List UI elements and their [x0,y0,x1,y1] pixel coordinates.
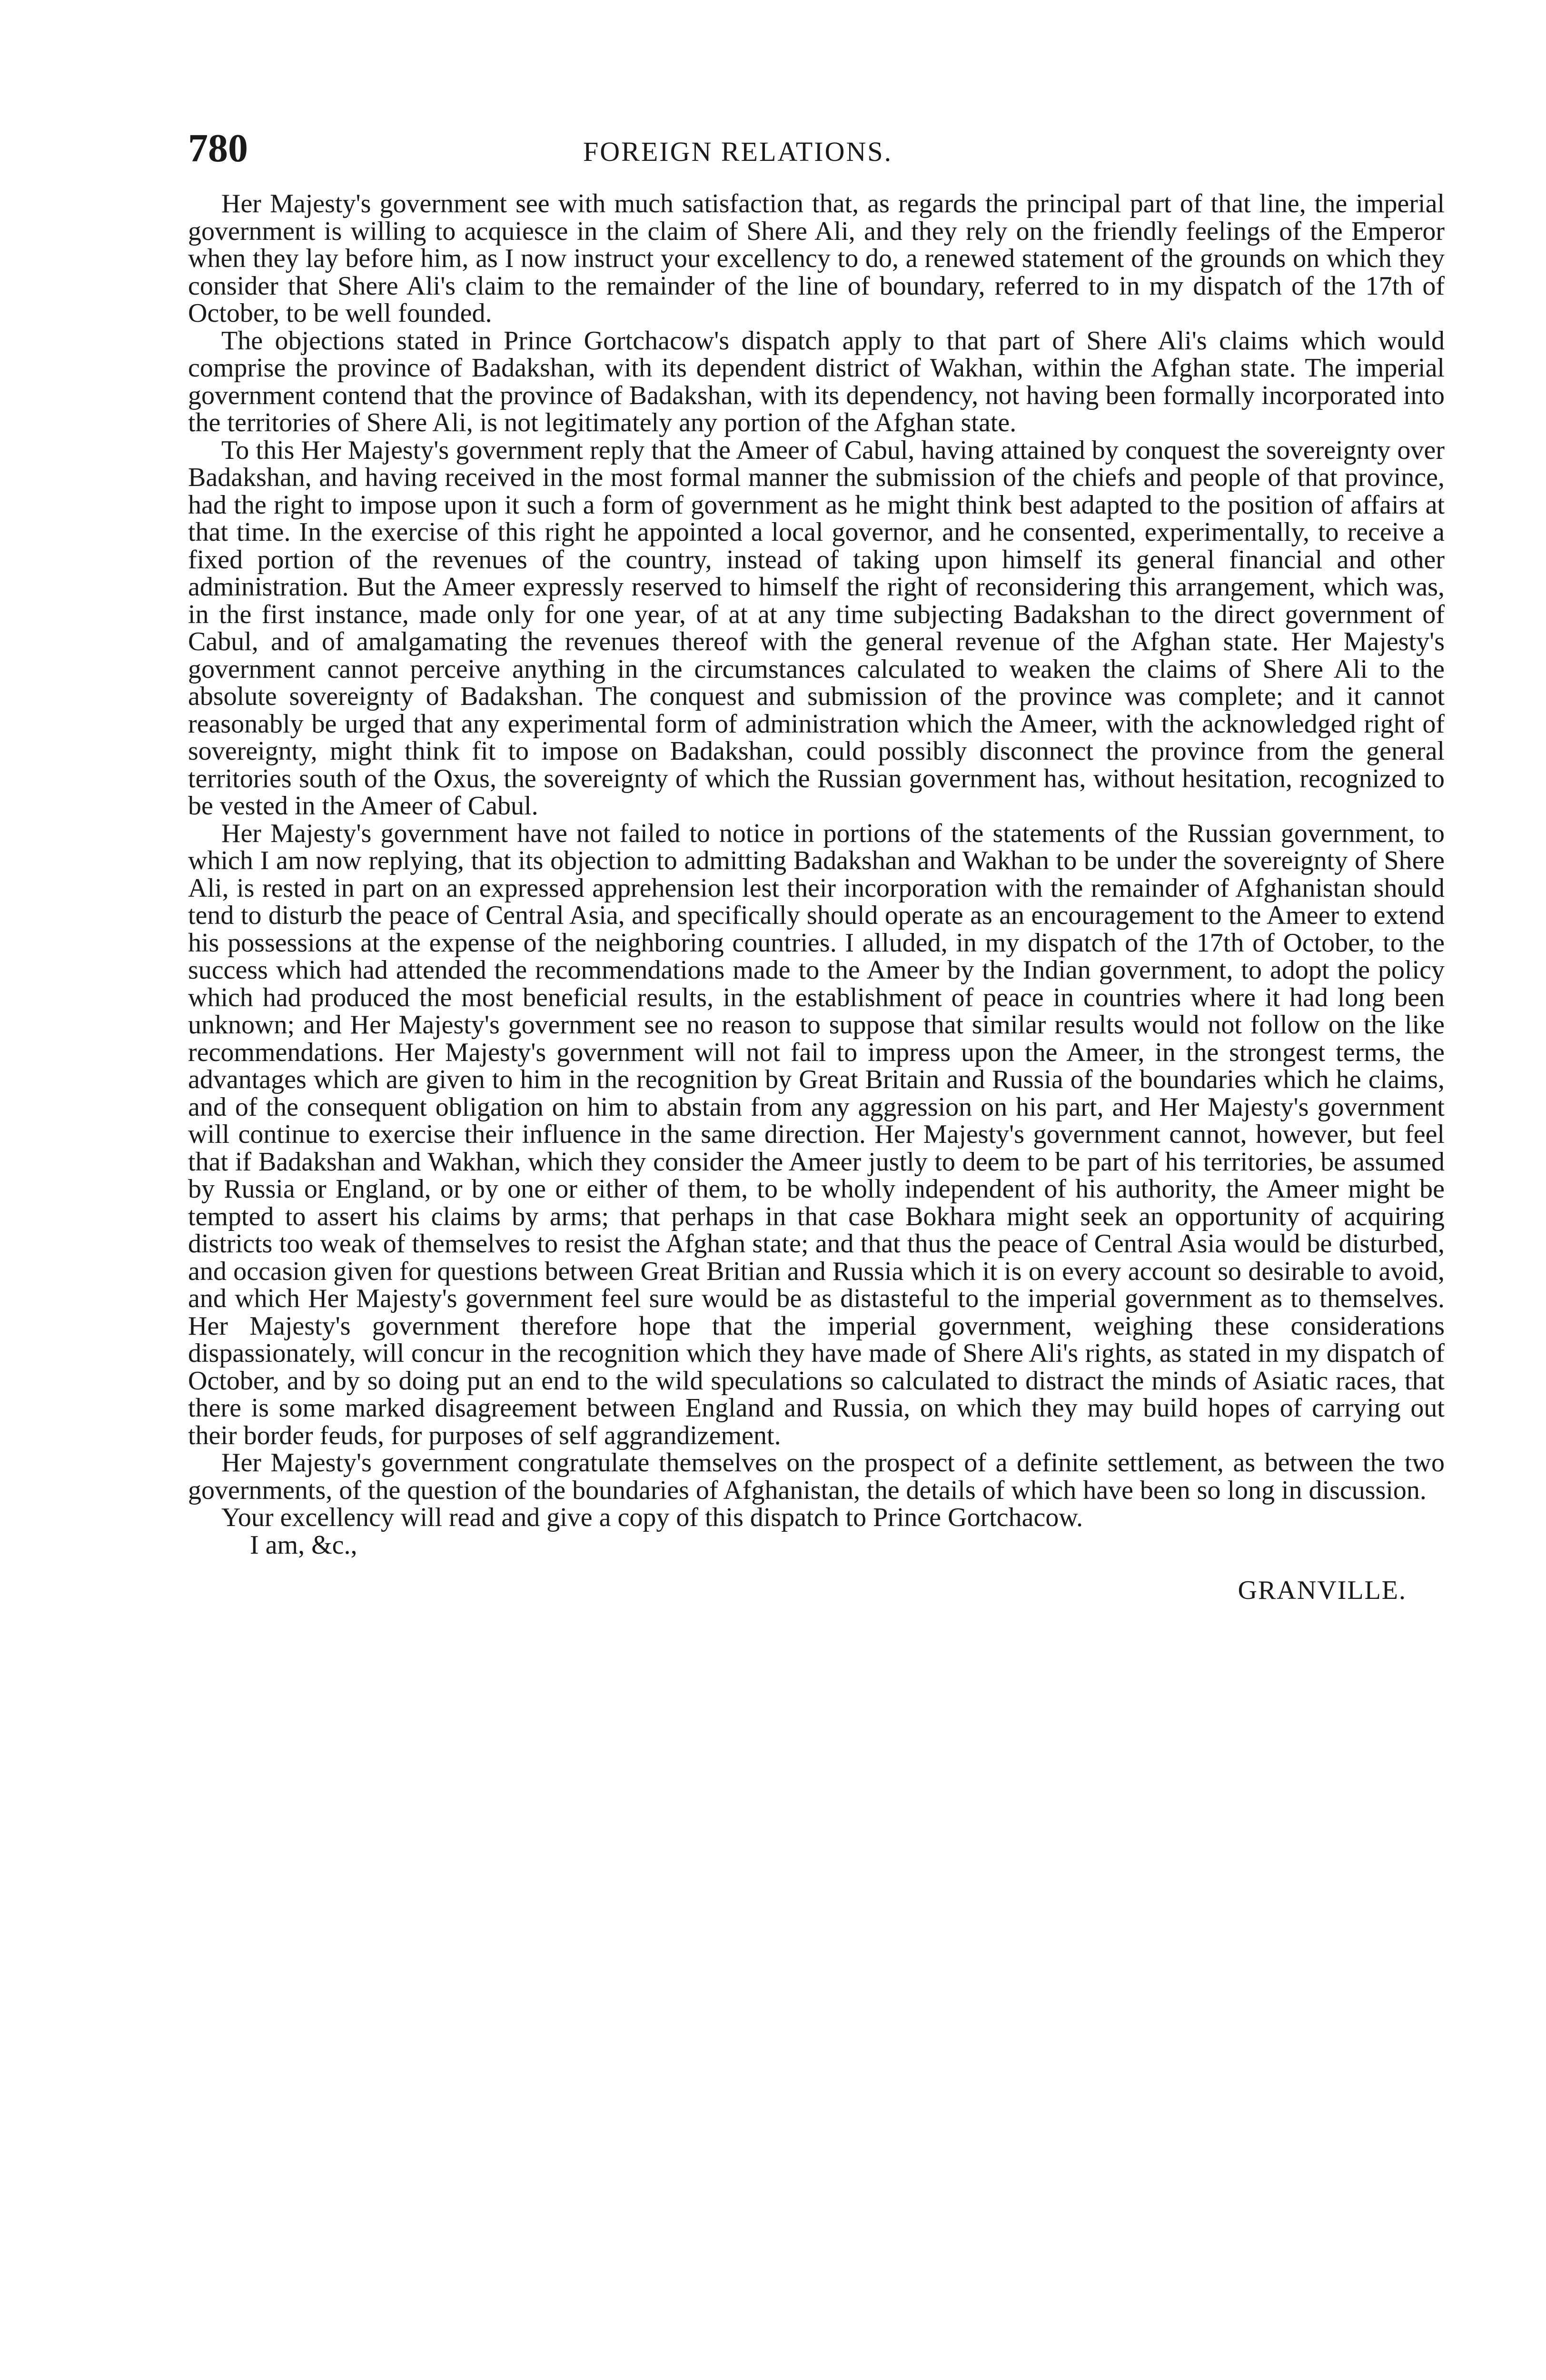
paragraph: To this Her Majesty's government reply that the Ameer of Cabul, having attained by conquest the sovereignty over Badakshan, and having received in the most formal manner the submission of the chiefs and people of that province, had the right to impose upon it such a form of government as he might think best adapted to the position of affairs at that time. In the exercise of this right he appointed a local governor, and he consented, experimentally, to receive a fixed portion of the revenues of the country, instead of taking upon himself its general financial and other administration. But the Ameer expressly reserved to himself the right of reconsidering this arrangement, which was, in the first instance, made only for one year, of at at any time subjecting Badakshan to the direct government of Cabul, and of amalgamating the revenues thereof with the general revenue of the Afghan state. Her Majesty's government cannot perceive anything in the circumstances calculated to weaken the claims of Shere Ali to the absolute sovereignty of Badakshan. The conquest and submission of the province was complete; and it cannot reasonably be urged that any experimental form of administration which the Ameer, with the acknowledged right of sovereignty, might think fit to impose on Badakshan, could possibly disconnect the province from the general territories south of the Oxus, the sovereignty of which the Russian government has, without hesitation, recognized to be vested in the Ameer of Cabul. [188,435,1445,821]
page-number: 780 [188,126,248,170]
running-head: FOREIGN RELATIONS. [583,136,893,167]
document-page [188,126,1445,1605]
page-header [188,126,1445,186]
paragraph: Her Majesty's government see with much satisfaction that, as regards the principal part of that line, the imperial government is willing to acquiesce in the claim of Shere Ali, and they rely on the friendly feelings of the Emperor when they lay before him, as I now instruct your excellency to do, a renewed statement of the grounds on which they consider that Shere Ali's claim to the remainder of the line of boundary, referred to in my dispatch of the 17th of October, to be well founded. [188,189,1445,328]
closing-salutation: I am, &c., [250,1530,357,1560]
paragraph: Her Majesty's government have not failed to notice in portions of the statements of the Russian government, to which I am now replying, that its objection to admitting Badakshan and Wakhan to be under the sovereignty of Shere Ali, is rested in part on an expressed apprehension lest their incorporation with the remainder of Afghanistan should tend to disturb the peace of Central Asia, and specifically should operate as an encouragement to the Ameer to extend his possessions at the expense of the neighboring countries. I alluded, in my dispatch of the 17th of October, to the success which had attended the recommendations made to the Ameer by the Indian government, to adopt the policy which had produced the most beneficial results, in the establishment of peace in countries where it had long been unknown; and Her Majesty's government see no reason to suppose that similar results would not follow on the like recommendations. Her Majesty's government will not fail to impress upon the Ameer, in the strongest terms, the advantages which are given to him in the recognition by Great Britain and Russia of the boundaries which he claims, and of the consequent obligation on him to abstain from any aggression on his part, and Her Majesty's government will continue to exercise their influence in the same direction. Her Majesty's government cannot, however, but feel that if Badakshan and Wakhan, which they consider the Ameer justly to deem to be part of his territories, be assumed by Russia or England, or by one or either of them, to be wholly independent of his authority, the Ameer might be tempted to assert his claims by arms; that perhaps in that case Bokhara might seek an opportunity of acquiring districts too weak of themselves to resist the Afghan state; and that thus the peace of Central Asia would be disturbed, and occasion given for questions between Great Britian and Russia which it is on every account so desirable to avoid, and which Her Majesty's government feel sure would be as distasteful to the imperial government as to themselves. Her Majesty's government therefore hope that the imperial government, weighing these considerations dispassionately, will concur in the recognition which they have made of Shere Ali's rights, as stated in my dispatch of October, and by so doing put an end to the wild speculations so calculated to distract the minds of Asiatic races, that there is some marked disagreement between England and Russia, on which they may build hopes of carrying out their border feuds, for purposes of self aggrandizement. [188,818,1445,1450]
closing-instruction: Your excellency will read and give a copy of this dispatch to Prince Gortchacow. [221,1503,1083,1532]
body-text [188,190,1445,1605]
paragraph: The objections stated in Prince Gortchacow's dispatch apply to that part of Shere Ali's claims which would comprise the province of Badakshan, with its dependent district of Wakhan, within the Afghan state. The imperial government contend that the province of Badakshan, with its dependency, not having been formally incorporated into the territories of Shere Ali, is not legitimately any portion of the Afghan state. [188,326,1445,437]
signature: GRANVILLE. [1238,1576,1407,1605]
paragraph: Her Majesty's government congratulate themselves on the prospect of a definite settlement, as between the two governments, of the question of the boundaries of Afghanistan, the details of which have been so long in discussion. [188,1448,1445,1505]
